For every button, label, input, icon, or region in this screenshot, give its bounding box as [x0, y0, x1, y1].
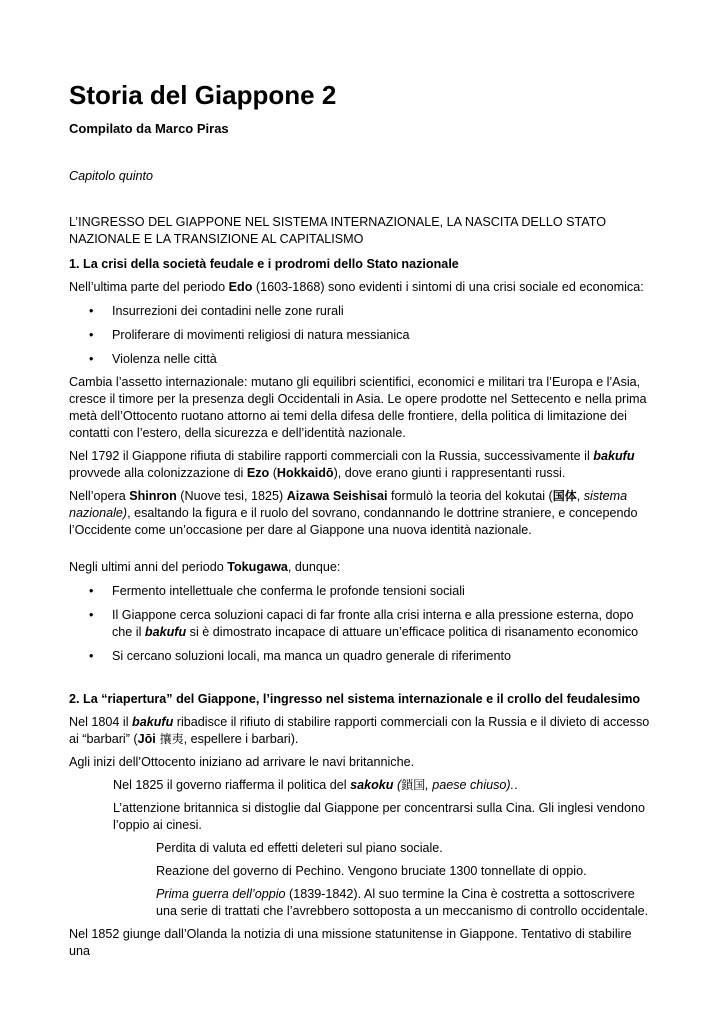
section-1-heading: 1. La crisi della società feudale e i prodromi dello Stato nazionale [69, 257, 459, 271]
list-item: • Violenza nelle città [69, 351, 651, 368]
paragraph: Nell’opera Shinron (Nuove tesi, 1825) Aizawa Seishisai formulò la teoria del kokutai (国体, sistema nazionale), esaltando la figura e il ruolo del sovrano, condannando le dottrine straniere, e concependo l’Occidente come un’occasione per dare al Giappone una nuova identità nazionale. [69, 489, 638, 537]
paragraph: Agli inizi dell’Ottocento iniziano ad arrivare le navi britanniche. [69, 755, 415, 769]
paragraph: L’attenzione britannica si distoglie dal Giappone per concentrarsi sulla Cina. Gli inglesi vendono l’oppio ai cinesi. [113, 801, 646, 832]
list-item: • Proliferare di movimenti religiosi di natura messianica [69, 327, 651, 344]
paragraph: Nel 1825 il governo riafferma il politica del sakoku (鎖国, paese chiuso).. [113, 778, 518, 792]
chapter-label: Capitolo quinto [69, 169, 154, 183]
document-title: Storia del Giappone 2 [69, 80, 337, 110]
bullet-list [69, 303, 651, 368]
list-item: • Insurrezioni dei contadini nelle zone rurali [69, 303, 651, 320]
list-item: • Il Giappone cerca soluzioni capaci di far fronte alla crisi interna e alla pressione esterna, dopo che il bakufu si è dimostrato incapace di attuare un’efficace politica di risanamento economico [69, 607, 651, 641]
author-line: Compilato da Marco Piras [69, 121, 229, 136]
list-item: • Fermento intellettuale che conferma le profonde tensioni sociali [69, 583, 651, 600]
paragraph: Nel 1804 il bakufu ribadisce il rifiuto di stabilire rapporti commerciali con la Russia e il divieto di accesso ai “barbari” (Jōi 攘夷, espellere i barbari). [69, 715, 650, 746]
list-item: • Si cercano soluzioni locali, ma manca un quadro generale di riferimento [69, 648, 651, 665]
paragraph: Negli ultimi anni del periodo Tokugawa, dunque: [69, 560, 341, 574]
paragraph: Perdita di valuta ed effetti deleteri sul piano sociale. [156, 841, 443, 855]
chapter-title: L’INGRESSO DEL GIAPPONE NEL SISTEMA INTERNAZIONALE, LA NASCITA DELLO STATO NAZIONALE E LA TRANSIZIONE AL CAPITALISMO [69, 215, 607, 246]
section-2-heading: 2. La “riapertura” del Giappone, l’ingresso nel sistema internazionale e il crollo del feudalesimo [69, 692, 641, 706]
paragraph: Nel 1792 il Giappone rifiuta di stabilire rapporti commerciali con la Russia, successivamente il bakufu provvede alla colonizzazione di Ezo (Hokkaidō), dove erano giunti i rappresentanti russi. [69, 449, 635, 480]
document-page [69, 78, 651, 960]
paragraph: Cambia l’assetto internazionale: mutano gli equilibri scientifici, economici e militari tra l’Europa e l’Asia, cresce il timore per la presenza degli Occidentali in Asia. Le opere prodotte nel Settecento e nella prima metà dell’Ottocento ruotano attorno ai temi della difesa delle frontiere, della politica di limitazione dei contatti con l’estero, della sicurezza e dell’identità nazionale. [69, 375, 647, 440]
paragraph: Reazione del governo di Pechino. Vengono bruciate 1300 tonnellate di oppio. [156, 864, 587, 878]
bullet-list [69, 583, 651, 665]
paragraph: Nell’ultima parte del periodo Edo (1603-1868) sono evidenti i sintomi di una crisi sociale ed economica: [69, 280, 644, 294]
paragraph: Prima guerra dell’oppio (1839-1842). Al suo termine la Cina è costretta a sottoscrivere una serie di trattati che l’avrebbero sottoposta a un meccanismo di controllo occidentale. [156, 887, 649, 918]
paragraph: Nel 1852 giunge dall’Olanda la notizia di una missione statunitense in Giappone. Tentativo di stabilire una [69, 927, 632, 958]
